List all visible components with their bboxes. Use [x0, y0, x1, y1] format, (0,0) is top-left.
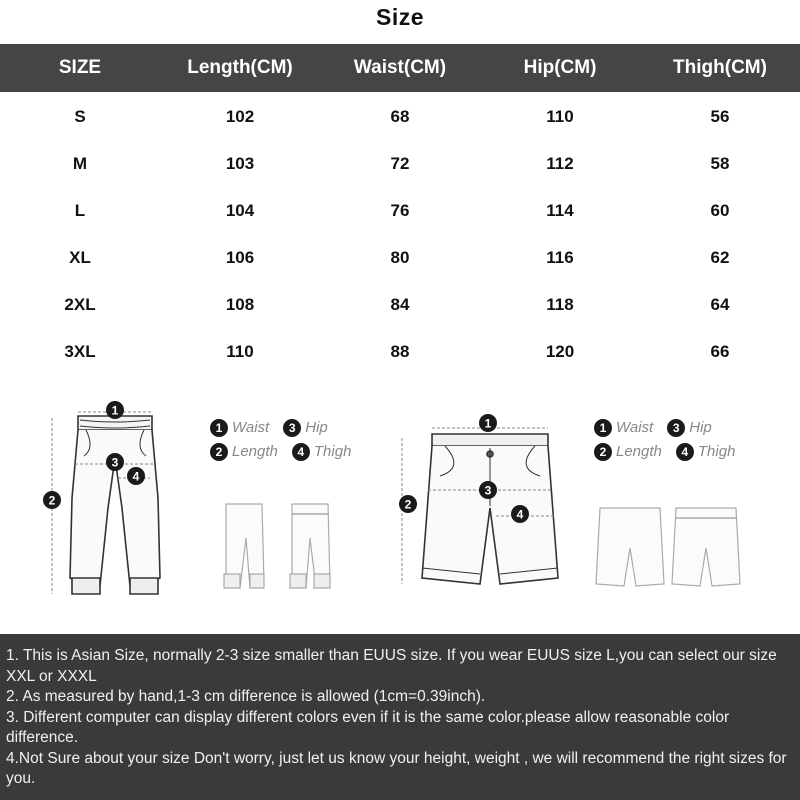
marker-3-icon: 3 — [667, 419, 685, 437]
marker-2-icon: 2 — [594, 443, 612, 461]
header-length: Length(CM) — [187, 57, 293, 78]
svg-text:3: 3 — [484, 483, 492, 498]
shorts-thumbnails — [596, 508, 740, 586]
cell-size: L — [74, 200, 86, 220]
svg-text:2: 2 — [404, 497, 412, 512]
legend-hip: Hip — [689, 419, 712, 436]
cell-hip: 112 — [546, 153, 574, 173]
legend-length: Length — [232, 443, 278, 460]
svg-text:4: 4 — [132, 469, 140, 484]
table-row — [0, 140, 800, 187]
note-4: 4.Not Sure about your size Don't worry, just let us know your height, weight , we will recommend the right sizes for you. — [6, 749, 787, 787]
marker-4-icon: 4 — [676, 443, 694, 461]
header-waist: Waist(CM) — [353, 57, 447, 78]
cell-length: 104 — [225, 200, 255, 220]
cell-hip: 114 — [546, 200, 574, 220]
cell-thigh: 58 — [710, 153, 730, 173]
cell-thigh: 62 — [710, 247, 730, 267]
measurement-diagrams — [0, 388, 800, 628]
svg-text:2: 2 — [48, 493, 56, 508]
marker-2-icon: 2 — [210, 443, 228, 461]
cell-hip: 116 — [546, 247, 574, 267]
cell-length: 108 — [225, 294, 255, 314]
size-table-header — [0, 44, 800, 92]
cell-hip: 110 — [546, 106, 574, 126]
cell-thigh: 60 — [710, 200, 730, 220]
header-size: SIZE — [58, 57, 102, 78]
cell-length: 106 — [225, 247, 255, 267]
table-row — [0, 328, 800, 375]
cell-thigh: 56 — [710, 106, 730, 126]
shorts-legend — [594, 416, 749, 464]
marker-3-icon: 3 — [283, 419, 301, 437]
size-table-body — [0, 93, 800, 375]
page-title: Size — [375, 4, 425, 30]
pants-thumbnails — [224, 504, 330, 588]
cell-thigh: 66 — [710, 341, 730, 361]
legend-hip: Hip — [305, 419, 328, 436]
table-row — [0, 234, 800, 281]
legend-waist: Waist — [616, 419, 654, 436]
cell-length: 103 — [225, 153, 255, 173]
size-notes — [0, 634, 800, 800]
table-row — [0, 93, 800, 140]
svg-text:4: 4 — [516, 507, 524, 522]
table-row — [0, 281, 800, 328]
cell-length: 110 — [226, 341, 254, 361]
legend-length: Length — [616, 443, 662, 460]
legend-thigh: Thigh — [313, 443, 352, 460]
marker-1-icon: 1 — [594, 419, 612, 437]
note-3: 3. Different computer can display different colors even if it is the same color.please allow reasonable color difference. — [6, 708, 730, 746]
cell-size: 3XL — [64, 341, 96, 361]
header-thigh: Thigh(CM) — [673, 57, 767, 78]
cell-size: M — [72, 153, 88, 173]
shorts-diagram — [422, 434, 558, 584]
cell-hip: 120 — [545, 341, 575, 361]
marker-1-icon: 1 — [210, 419, 228, 437]
cell-waist: 76 — [390, 200, 410, 220]
svg-text:3: 3 — [111, 455, 119, 470]
svg-text:1: 1 — [111, 403, 119, 418]
marker-4-icon: 4 — [292, 443, 310, 461]
pants-legend — [210, 416, 365, 464]
header-hip: Hip(CM) — [523, 57, 597, 78]
svg-text:1: 1 — [484, 416, 492, 431]
pants-diagram — [70, 416, 160, 594]
legend-waist: Waist — [232, 419, 270, 436]
cell-waist: 88 — [390, 341, 410, 361]
note-2: 2. As measured by hand,1-3 cm difference is allowed (1cm=0.39inch). — [6, 688, 486, 705]
cell-hip: 118 — [546, 294, 574, 314]
cell-size: S — [74, 106, 86, 126]
cell-thigh: 64 — [710, 294, 730, 314]
note-1: 1. This is Asian Size, normally 2-3 size smaller than EUUS size. If you wear EUUS size L,you can select our size XXL or XXXL — [6, 647, 777, 685]
cell-waist: 80 — [390, 247, 410, 267]
cell-size: XL — [69, 247, 91, 267]
cell-waist: 84 — [390, 294, 410, 314]
table-row — [0, 187, 800, 234]
cell-length: 102 — [225, 106, 255, 126]
cell-waist: 68 — [390, 106, 410, 126]
cell-size: 2XL — [64, 294, 96, 314]
legend-thigh: Thigh — [697, 443, 736, 460]
cell-waist: 72 — [390, 153, 410, 173]
